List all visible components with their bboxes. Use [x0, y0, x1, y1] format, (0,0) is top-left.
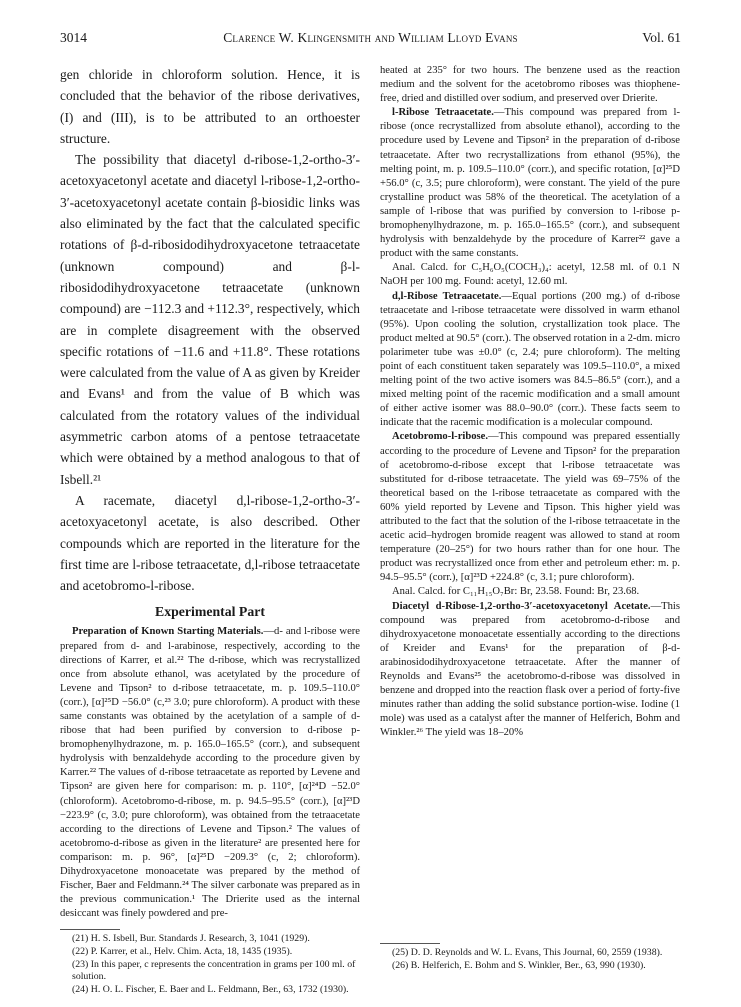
paragraph-text: —This compound was prepared from acetobromo-d-ribose and dihydroxyacetone monoacetate essentially according to the directions of Kreider and Evans¹ for the preparation of β-d-arabinosidodihydroxyacetone tetraacetate. After the manner of Reynolds and Evans²⁵ the acetobromo-d-ribose was dissolved in benzene and dropped into the reaction flask over a period of forty-five minutes rather than adding the solid substance portion-wise. Iodine (1 mole) was used as a catalyst after the manner of Helferich, Bohm and Winkler.²⁶ The yield was 18–20% [380, 600, 680, 739]
analysis-line: Anal. Calcd. for C₅H₆O₅(COCH₃)₄: acetyl, 12.58 ml. of 0.1 N NaOH per 100 mg. Found: acetyl, 12.60 ml. [380, 262, 680, 288]
body-paragraph: A racemate, diacetyl d,l-ribose-1,2-ortho-3′-acetoxyacetonyl acetate, is also described. Other compounds which are reported in the literature for the first time are l-ribose tetraacetate, d,l-ribose tetraacetate and acetobromo-l-ribose. [60, 492, 360, 594]
paragraph-text: —d- and l-ribose were prepared from d- and l-arabinose, respectively, according to the directions of Karrer, et al.²² The d-ribose, which was recrystallized once from absolute ethanol, was acetylated by the procedure of Levene and Tipson² to d-ribose tetraacetate, m. p. 109.5–110.0° (corr.), [α]²⁵D −56.0° (c,²³ 3.0; pure chloroform). A product with these same constants was obtained by the acetylation of a sample of d-ribose that had been purified by conversion to d-ribose p-bromophenylhydrazone, m. p. 165.0–165.5° (corr.), and subsequent hydrolysis with benzaldehyde according to the procedure given by Karrer.²² The values of d-ribose tetraacetate as reported by Levene and Tipson² are given here for comparison: m. p. 110°, [α]²⁴D −52.0° (chloroform). Acetobromo-d-ribose, m. p. 94.5–95.5° (corr.), [α]²³D −223.9° (c, 3.0; pure chloroform), was obtained from the tetraacetate according to the directions of Levene and Tipson.² The values of acetobromo-d-ribose as given in the literature² are presented here for comparison: m. p. 96°, [α]²⁵D −209.3° (c, 2; chloroform). Dihydroxyacetone monoacetate was prepared by the method of Fischer, Baer and Feldmann.²⁴ The silver carbonate was prepared as in the previous communication.¹ The Drierite used as the internal desiccant was finely powdered and pre- [60, 626, 360, 920]
footnote: (26) B. Helferich, E. Bohm and S. Winkler, Ber., 63, 990 (1930). [392, 959, 646, 971]
footnote: (23) In this paper, c represents the concentration in grams per 100 ml. of solution. [72, 958, 356, 983]
footnote-rule [380, 943, 440, 944]
section-heading: Experimental Part [155, 604, 265, 620]
paragraph-text: —This compound was prepared from l-ribose (once recrystallized from absolute ethanol), according to the procedure used by Levene and Tipson² in the preparation of d-ribose tetraacetate. After two recrystallizations from ethanol (95%), the melting point, m. p. 109.5–110.0° (corr.), and specific rotation, [α]²⁵D +56.0° (c, 3.5; pure chloroform), were constant. The yield of the pure crystalline product was 58% of the theoretical. The acetylation of a sample of l-ribose that was purified by conversion to l-ribose p-bromophenylhydrazone, m. p. 165.0–165.5° (corr.), and subsequent hydrolysis with benzaldehyde by the procedure of Karrer²² gave a product with the same constants. [380, 107, 680, 260]
right-column [380, 64, 680, 741]
running-title: Clarence W. Klingensmith and William Lloyd Evans [223, 30, 518, 45]
paragraph-text: —Equal portions (200 mg.) of d-ribose tetraacetate and l-ribose tetraacetate were dissolved in warm ethanol (95%). Upon cooling the solution, crystallization took place. The product melted at 90.5° (corr.). The observed rotation in a 2-dm. micro polarimeter tube was ±0.0° (c, 2.4; pure chloroform). The melting point of each constituent taken separately was 109.5–110.0°, a mixed melting point of the two active isomers was 84.5–86.5° (corr.), and a mixed melting point of the racemic modification and a small amount of either active isomer was 88.0–90.0° (corr.). These facts seem to indicate that the racemic modification is a molecular compound. [380, 290, 680, 429]
page-number: 3014 [60, 30, 87, 45]
footnote: (21) H. S. Isbell, Bur. Standards J. Research, 3, 1041 (1929). [72, 933, 310, 945]
paragraph-lead: d,l-Ribose Tetraacetate. [392, 290, 502, 302]
experimental-paragraph: heated at 235° for two hours. The benzene used as the reaction medium and the solvent for the acetobromo riboses was thiophene-free, dried and distilled over sodium, and preserved over Drierite. [380, 65, 680, 105]
analysis-line: Anal. Calcd. for C₁₁H₁₅O₇Br: Br, 23.58. Found: Br, 23.68. [392, 586, 640, 598]
paragraph-lead: l-Ribose Tetraacetate. [392, 107, 494, 119]
experimental-paragraph [60, 625, 360, 921]
footnote-rule [60, 929, 120, 930]
footnote: (22) P. Karrer, et al., Helv. Chim. Acta, 18, 1435 (1935). [72, 945, 293, 957]
paragraph-lead: Diacetyl d-Ribose-1,2-ortho-3′-acetoxyacetonyl Acetate. [392, 600, 651, 612]
experimental-paragraph [380, 290, 680, 431]
footnote: (25) D. D. Reynolds and W. L. Evans, This Journal, 60, 2559 (1938). [392, 947, 663, 958]
volume-label: Vol. 61 [642, 30, 681, 45]
experimental-paragraph [380, 430, 680, 585]
paragraph-lead: Acetobromo-l-ribose. [392, 431, 489, 443]
body-paragraph: The possibility that diacetyl d-ribose-1,2-ortho-3′-acetoxyacetonyl acetate and diacetyl l-ribose-1,2-ortho-3′-acetoxyacetonyl acetate contain β-biosidic links was also eliminated by the fact that the calculated specific rotations of β-d-ribosidodihydroxyacetone tetraacetate (unknown compound) and β-l-ribosidodihydroxyacetone tetraacetate (unknown compound) are −112.3 and +112.3°, respectively, which are in complete disagreement with the observed specific rotations of −11.6 and +11.8°. These rotations were calculated from the value of A as given by Kreider and Evans¹ and from the value of B which was calculated from the rotatory values of the individual asymmetric carbon atoms of a pentose tetraacetate which were obtained by a method analogous to that of Isbell.²¹ [60, 152, 360, 487]
running-header [60, 30, 681, 50]
body-paragraph: gen chloride in chloroform solution. Hence, it is concluded that the behavior of the ribose derivatives, (I) and (III), is to be attributed to an orthoester structure. [60, 67, 360, 146]
footnote: (24) H. O. L. Fischer, E. Baer and L. Feldmann, Ber., 63, 1732 (1930). [72, 983, 349, 995]
paragraph-lead: Preparation of Known Starting Materials. [72, 626, 264, 638]
left-column [60, 64, 360, 996]
right-footnotes [380, 935, 680, 972]
experimental-paragraph [380, 106, 680, 261]
experimental-paragraph [380, 600, 680, 741]
paragraph-text: —This compound was prepared essentially according to the procedure of Levene and Tipson² for the preparation of acetobromo-d-ribose except that l-ribose tetraacetate was substituted for d-ribose tetraacetate. The yield was 69–75% of the theoretical based on the l-ribose tetraacetate as compared with the 60% yield reported by Levene and Tipson. This higher yield was attributed to the fact that the solution of the l-ribose tetraacetate in the acetic acid–hydrogen bromide reagent was allowed to stand at room temperature (20–25°) for two hours rather than for one hour. The product was recrystallized once from ether and petroleum ether: m. p. 94.5–95.5° (corr.), [α]²³D +224.8° (c, 3.1; pure chloroform). [380, 431, 680, 584]
